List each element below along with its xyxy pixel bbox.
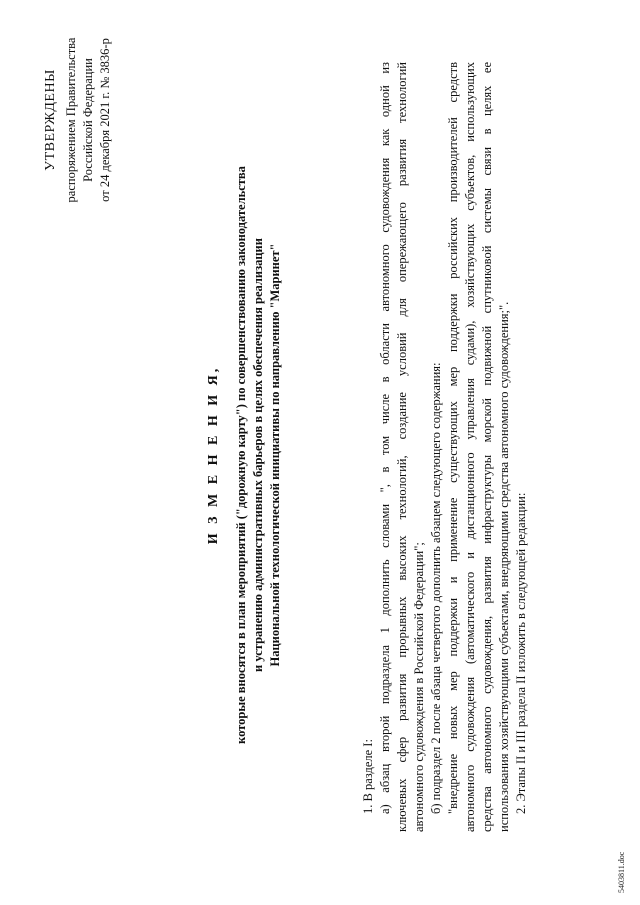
- approval-line-3: от 24 декабря 2021 г. № 3836-р: [98, 38, 112, 202]
- subtitle-line-2: и устранению административных барьеров в целях обеспечения реализации: [251, 238, 265, 672]
- approval-line-1: распоряжением Правительства: [64, 37, 78, 203]
- section-2-intro: 2. Этапы II и III раздела II изложить в следующей редакции:: [514, 492, 528, 814]
- item-a-line-3: автономного судовождения в Российской Федерации";: [412, 542, 426, 832]
- document-file-code: 5403811.doc: [617, 851, 626, 893]
- item-b-intro: б) подраздел 2 после абзаца четвертого дополнить абзацем следующего содержания:: [429, 362, 443, 814]
- subtitle-line-1: которые вносятся в план мероприятий ("дорожную карту") по совершенствованию законодательства: [234, 166, 248, 744]
- quote-line-2: автономного судовождения (автоматического и дистанционного управления судами), хозяйствующих субъектов, использующих: [463, 62, 477, 832]
- approval-title: УТВЕРЖДЕНЫ: [43, 69, 58, 171]
- title-block: [205, 75, 284, 835]
- quote-line-3: средства автономного судовождения, развития инфраструктуры морской подвижной спутниковой системы связи в целях ее: [480, 62, 494, 832]
- item-a-line-1: а) абзац второй подраздела 1 дополнить словами ", в том числе в области автономного судовождения как одной из: [378, 62, 392, 814]
- quote-line-4: использования хозяйствующими субъектами, внедряющими средства автономного судовождения;".: [497, 301, 511, 832]
- quote-line-1: "внедрение новых мер поддержки и применение существующих мер поддержки российских производителей средств: [446, 62, 460, 814]
- section-1-intro: 1. В разделе I:: [361, 739, 375, 814]
- item-a-line-2: ключевых сфер развития прорывных высоких технологий, создание условий для опережающего развития технологий: [395, 62, 409, 832]
- document-body: [360, 62, 530, 832]
- subtitle-line-3: Национальной технологической инициативы по направлению "Маринет": [268, 243, 282, 667]
- approval-block: [42, 25, 114, 215]
- document-heading: И З М Е Н Е Н И Я,: [206, 365, 221, 545]
- approval-line-2: Российской Федерации: [81, 58, 95, 182]
